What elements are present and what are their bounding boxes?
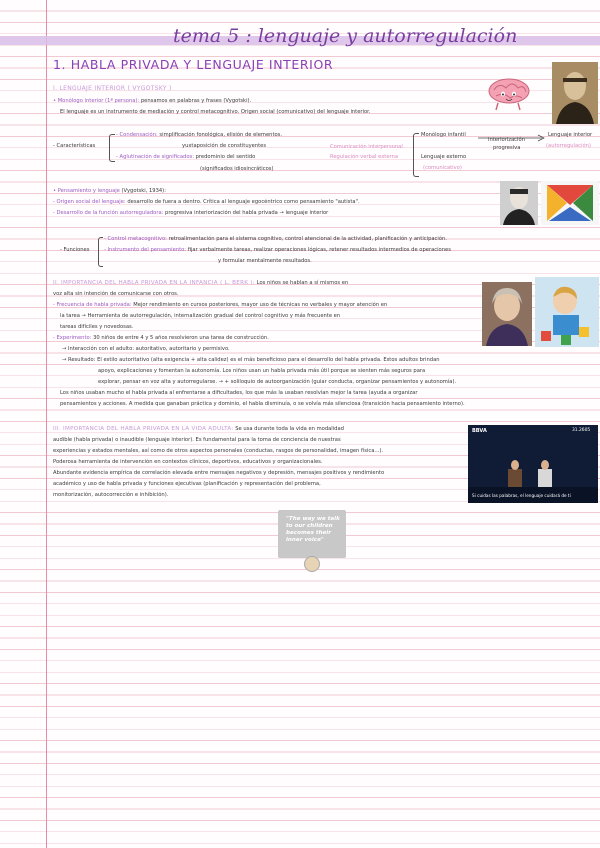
brain-illustration [484, 76, 534, 112]
avatar [304, 556, 320, 572]
inner-monologue-def: pensamos en palabras y frases (Vygotski). [140, 98, 252, 104]
thought-language-term: • Pensamiento y lenguaje [53, 188, 120, 194]
characteristics-label: - Características [53, 143, 96, 149]
frequency-term: - Frecuencia de habla privada: [53, 302, 132, 308]
section-1-title: I. LENGUAJE INTERIOR ( VYGOTSKY ) [53, 85, 172, 92]
agglutination-def: predominio del sentido [195, 154, 256, 160]
metacognitive-def: retroalimentación para el sistema cognitivo, control atencional de la actividad, planificación y anticipación. [168, 236, 447, 242]
bbva-logo: BBVA [472, 428, 487, 434]
interiorization-label: interiorización [488, 137, 525, 143]
section-3-line5: Abundante evidencia empírica de correlación elevada entre mensajes negativos y depresión, mensajes positivos y rendimiento [53, 470, 385, 476]
bbva-video-thumbnail[interactable] [468, 425, 598, 503]
section-2-line2: voz alta sin intención de comunicarse con otros. [53, 291, 179, 297]
thought-instrument-term: - Instrumento del pensamiento: [104, 247, 187, 253]
section-2-line4: la tarea → Herramienta de autorregulación, internalización gradual del control cognitivo y más frecuente en [60, 313, 341, 319]
external-regulation: Regulación verbal externa [330, 154, 399, 160]
section-2-title: II. IMPORTANCIA DEL HABLA PRIVADA EN LA INFANCIA ( L. BERK ): [53, 280, 255, 286]
monologue-brace [413, 133, 419, 177]
communicative-text: (comunicativo) [423, 165, 462, 171]
self-regulating-def: progresiva interiorización del habla privada → lenguaje interior [165, 210, 329, 216]
language-instrument-text: El lenguaje es un instrumento de mediación y control metacognitivo. Origen social (comunicativo) del lenguaje interior. [60, 109, 371, 115]
section-2-line5: tareas difíciles y novedosas. [60, 324, 134, 330]
quote-text: "The way we talk to our children becomes their inner voice" [286, 516, 340, 543]
condensation-def: simplificación fonológica, elisión de elementos. [159, 132, 283, 138]
vygotsky-portrait [552, 62, 598, 124]
experiment-def: 30 niños de entre 4 y 5 años resolvieron una tarea de construcción. [93, 335, 269, 341]
inner-monologue-term: • Monólogo interior (1ª persona): [53, 98, 140, 104]
section-3-line3: experiencias y estados mentales, así como de otros aspectos personales (conductas, rasgos de personalidad, imagen física...). [53, 448, 384, 454]
result-def: El estilo autoritativo (alta exigencia + alta calidez) es el más beneficioso para el desarrollo del habla privada. Estos adultos brindan [97, 357, 440, 363]
section-3-title: III. IMPORTANCIA DEL HABLA PRIVADA EN LA VIDA ADULTA: [53, 426, 234, 432]
self-regulation-label: (autorregulación) [546, 143, 591, 149]
tangram-image [541, 181, 599, 225]
section-2-line9: apoyo, explicaciones y fomentan la autonomía. Los niños usan un habla privada más útil porque se sienten más seguros para [98, 368, 426, 374]
section-3-line4: Poderosa herramienta de intervención en contextos clínicos, deportivos, educativos y organizacionales. [53, 459, 323, 465]
adult-interaction: → Interacción con el adulto: autoritativo, autoritario y permisivo. [62, 346, 230, 352]
vygotsky-photo [500, 181, 538, 225]
social-origin-def: desarrollo de fuera a dentro. Crítica al lenguaje egocéntrico como pensamiento "autista". [127, 199, 360, 205]
margin-line [46, 0, 47, 848]
main-heading: 1. HABLA PRIVADA Y LENGUAJE INTERIOR [53, 57, 334, 72]
section-3-intro: Se usa durante toda la vida en modalidad [235, 426, 344, 432]
idiosyncratic-text: (significados idiosincráticos) [200, 166, 274, 172]
thought-instrument-def: fijar verbalmente tareas, realizar operaciones lógicas, retener resultados intermedios de operaciones [187, 247, 451, 253]
progressive-label: progresiva [493, 145, 521, 151]
page-title: tema 5 : lenguaje y autorregulación [173, 25, 518, 47]
child-blocks-photo [535, 277, 599, 347]
functions-label: - Funciones [60, 247, 90, 253]
child-monologue: Monólogo infantil [421, 132, 466, 138]
laura-berk-photo [482, 282, 532, 346]
metacognitive-term: - Control metacognitivo: [104, 236, 167, 242]
frequency-def: Mejor rendimiento en cursos posteriores, mayor uso de técnicas no verbales y mayor atención en [133, 302, 388, 308]
condensation-term: - Condensación: [116, 132, 158, 138]
arrow-icon [478, 134, 546, 142]
functions-brace [98, 237, 103, 267]
result-term: → Resultado: [62, 357, 96, 363]
section-2-intro: Los niños se hablan a sí mismos en [256, 280, 349, 286]
section-3-line6: académico y uso de habla privada y funciones ejecutivas (planificación y representación del problema, [53, 481, 321, 487]
quote-card [278, 510, 346, 558]
self-regulating-term: - Desarrollo de la función autorreguladora: [53, 210, 164, 216]
interpersonal-comm: Comunicación interpersonal [330, 144, 403, 150]
social-origin-term: - Origen social del lenguaje: [53, 199, 126, 205]
agglutination-term: - Aglutinación de significados: [116, 154, 194, 160]
inner-language-label: Lenguaje interior [548, 132, 593, 138]
video-timestamp: 31.2605 [572, 428, 591, 433]
section-2-line10: explorar, pensar en voz alta y autorregularse. → + soliloquio de autoorganización (guiar conducta, organizar pensamientos y autonomía). [98, 379, 457, 385]
external-language: Lenguaje externo [421, 154, 467, 160]
juxtaposition-text: yuxtaposición de constituyentes [182, 143, 267, 149]
experiment-term: - Experimento: [53, 335, 92, 341]
section-2-line12: pensamientos y acciones. A medida que ganaban práctica y dominio, el habla disminuía, o se volvía más silenciosa (transición hacia pensamiento interno). [60, 401, 465, 407]
formulate-results-text: y formular mentalmente resultados. [218, 258, 312, 264]
thought-language-year: (Vygotski, 1934): [121, 188, 166, 194]
video-caption: Si cuidas las palabras, el lenguaje cuidará de ti [472, 493, 571, 498]
section-3-line2: audible (habla privada) o inaudible (lenguaje interior). Es fundamental para la toma de conciencia de nuestras [53, 437, 341, 443]
section-2-line11: Los niños usaban mucho el habla privada al enfrentarse a dificultades, los que más la usaban resolvían mejor la tarea (ayuda a organizar [60, 390, 418, 396]
section-3-line7: monitorización, autocorrección e inhibición). [53, 492, 169, 498]
characteristics-brace [109, 134, 115, 162]
